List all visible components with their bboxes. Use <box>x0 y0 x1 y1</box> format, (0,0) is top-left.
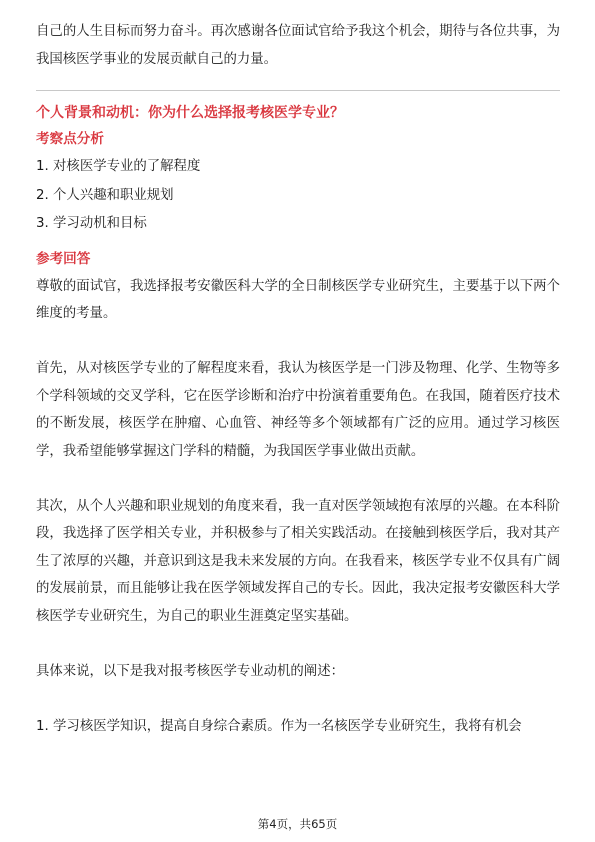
analysis-list <box>36 153 560 239</box>
question-title: 个人背景和动机：你为什么选择报考核医学专业？ <box>36 105 344 121</box>
page-content <box>36 18 560 740</box>
answer-paragraph: 首先，从对核医学专业的了解程度来看，我认为核医学是一门涉及物理、化学、生物等多个学科领域的交叉学科，它在医学诊断和治疗中扮演着重要角色。在我国，随着医疗技术的不断发展，核医学在肿瘤、心血管、神经等多个领域都有广泛的应用。通过学习核医学，我希望能够掌握这门学科的精髓，为我国医学事业做出贡献。 <box>36 361 560 459</box>
intro-paragraph: 自己的人生目标而努力奋斗。再次感谢各位面试官给予我这个机会，期待与各位共事，为我国核医学事业的发展贡献自己的力量。 <box>36 24 560 67</box>
list-item: 3. 学习动机和目标 <box>36 216 147 231</box>
page-footer: 第4页，共65页 <box>257 817 338 831</box>
list-item: 1. 对核医学专业的了解程度 <box>36 159 201 174</box>
answer-paragraph: 尊敬的面试官，我选择报考安徽医科大学的全日制核医学专业研究生，主要基于以下两个维度的考量。 <box>36 278 560 321</box>
answer-paragraph: 1. 学习核医学知识，提高自身综合素质。作为一名核医学专业研究生，我将有机会 <box>36 718 522 734</box>
answer-label: 参考回答 <box>36 250 91 267</box>
answer-paragraph: 其次，从个人兴趣和职业规划的角度来看，我一直对医学领域抱有浓厚的兴趣。在本科阶段，我选择了医学相关专业，并积极参与了相关实践活动。在接触到核医学后，我对其产生了浓厚的兴趣，并意识到这是我未来发展的方向。在我看来，核医学专业不仅具有广阔的发展前景，而且能够让我在医学领域发挥自己的专长。因此，我决定报考安徽医科大学核医学专业研究生，为自己的职业生涯奠定坚实基础。 <box>36 498 560 624</box>
analysis-label: 考察点分析 <box>36 131 104 147</box>
answer-paragraph: 具体来说，以下是我对报考核医学专业动机的阐述： <box>36 663 344 679</box>
section-divider <box>36 90 560 91</box>
list-item: 2. 个人兴趣和职业规划 <box>36 187 174 203</box>
